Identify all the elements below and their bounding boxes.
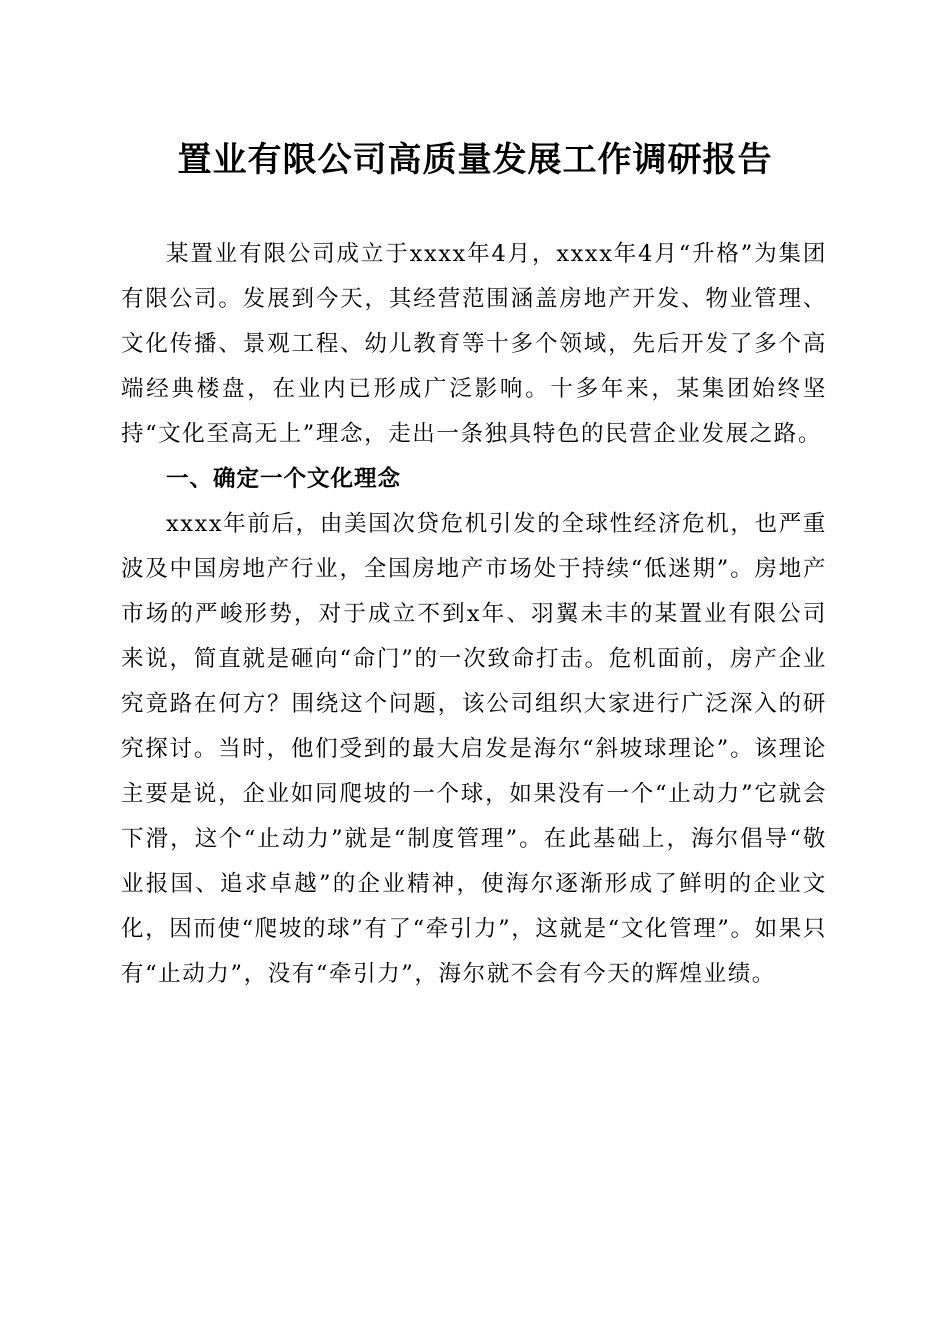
section-heading: 一、确定一个文化理念	[166, 466, 402, 492]
document-title: 置业有限公司高质量发展工作调研报告	[177, 140, 773, 180]
document-body	[121, 232, 827, 997]
intro-paragraph: 某置业有限公司成立于xxxx年4月，xxxx年4月“升格”为集团有限公司。发展到今天，其经营范围涵盖房地产开发、物业管理、文化传播、景观工程、幼儿教育等十多个领域，先后开发了多个高端经典楼盘，在业内已形成广泛影响。十多年来，某集团始终坚持“文化至高无上”理念，走出一条独具特色的民营企业发展之路。	[121, 241, 827, 447]
section-paragraph: xxxx年前后，由美国次贷危机引发的全球性经济危机，也严重波及中国房地产行业，全国房地产市场处于持续“低迷期”。房地产市场的严峻形势，对于成立不到x年、羽翼未丰的某置业有限公司来说，简直就是砸向“命门”的一次致命打击。危机面前，房产企业究竟路在何方？围绕这个问题，该公司组织大家进行广泛深入的研究探讨。当时，他们受到的最大启发是海尔“斜坡球理论”。该理论主要是说，企业如同爬坡的一个球，如果没有一个“止动力”它就会下滑，这个“止动力”就是“制度管理”。在此基础上，海尔倡导“敬业报国、追求卓越”的企业精神，使海尔逐渐形成了鲜明的企业文化，因而使“爬坡的球”有了“牵引力”，这就是“文化管理”。如果只有“止动力”，没有“牵引力”，海尔就不会有今天的辉煌业绩。	[121, 511, 827, 987]
